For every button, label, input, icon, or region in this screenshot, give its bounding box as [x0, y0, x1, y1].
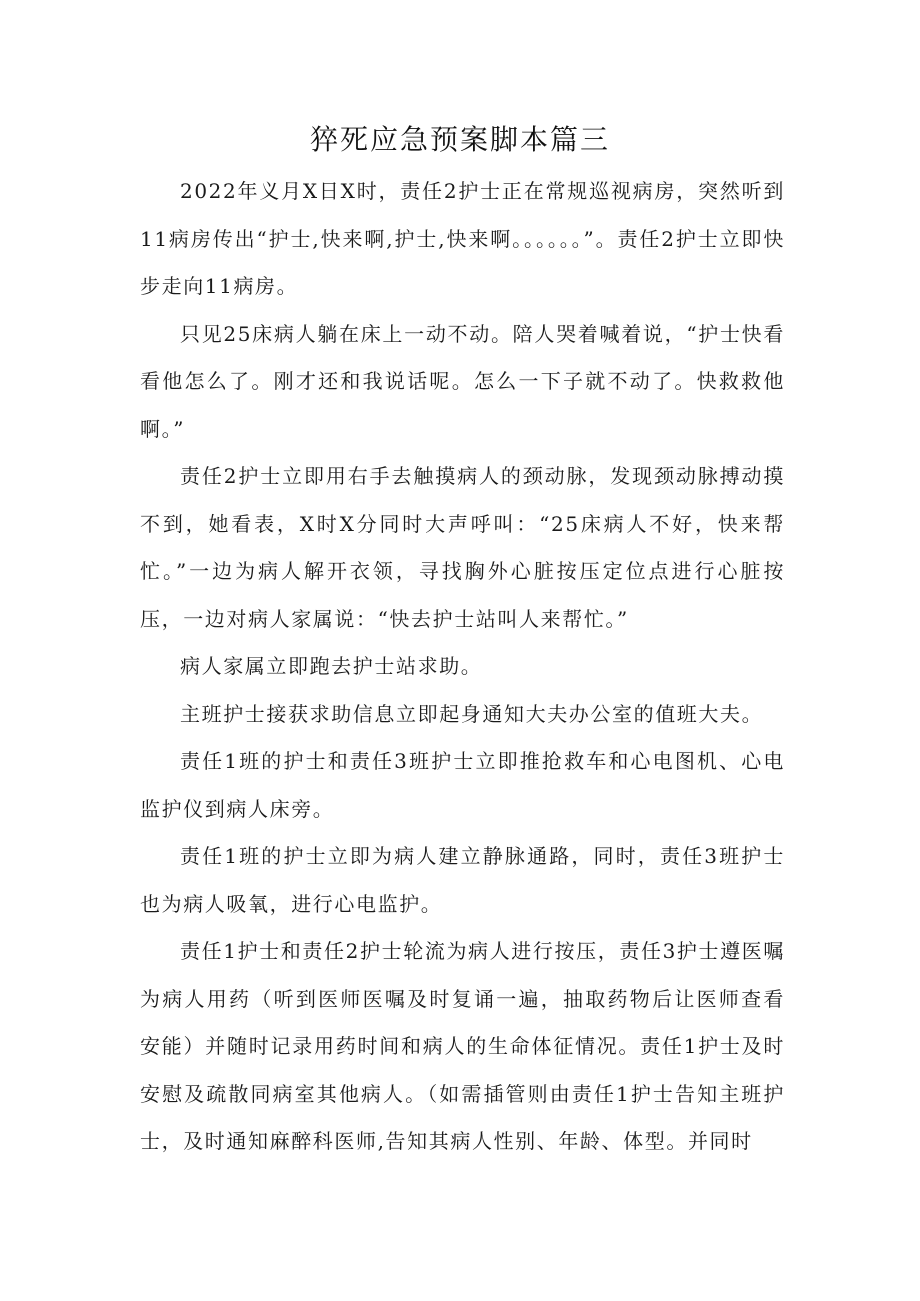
paragraph: 责任1护士和责任2护士轮流为病人进行按压，责任3护士遵医嘱为病人用药（听到医师医嘱及时复诵一遍，抽取药物后让医师查看安能）并随时记录用药时间和病人的生命体征情况。责任1护士及时安慰及疏散同病室其他病人。（如需插管则由责任1护士告知主班护士，及时通知麻醉科医师,告知其病人性别、年龄、体型。并同时 — [140, 939, 785, 1153]
paragraph: 责任2护士立即用右手去触摸病人的颈动脉，发现颈动脉搏动摸不到，她看表，X时X分同时大声呼叫：“25床病人不好，快来帮忙。”一边为病人解开衣领，寻找胸外心脏按压定位点进行心脏按压，一边对病人家属说：“快去护士站叫人来帮忙。” — [140, 464, 785, 631]
document-body — [140, 168, 785, 1166]
paragraph: 责任1班的护士立即为病人建立静脉通路，同时，责任3班护士也为病人吸氧，进行心电监护。 — [140, 844, 785, 916]
paragraph: 2022年义月X日X时，责任2护士正在常规巡视病房，突然听到11病房传出“护士,快来啊,护士,快来啊。。。。。。”。责任2护士立即快步走向11病房。 — [140, 179, 785, 298]
paragraph: 病人家属立即跑去护士站求助。 — [180, 654, 483, 678]
document-title: 猝死应急预案脚本篇三 — [309, 123, 610, 156]
paragraph: 主班护士接获求助信息立即起身通知大夫办公室的值班大夫。 — [180, 701, 764, 726]
paragraph: 只见25床病人躺在床上一动不动。陪人哭着喊着说，“护士快看看他怎么了。刚才还和我说话呢。怎么一下子就不动了。快救救他啊。” — [140, 321, 785, 441]
paragraph: 责任1班的护士和责任3班护士立即推抢救车和心电图机、心电监护仪到病人床旁。 — [140, 749, 785, 821]
